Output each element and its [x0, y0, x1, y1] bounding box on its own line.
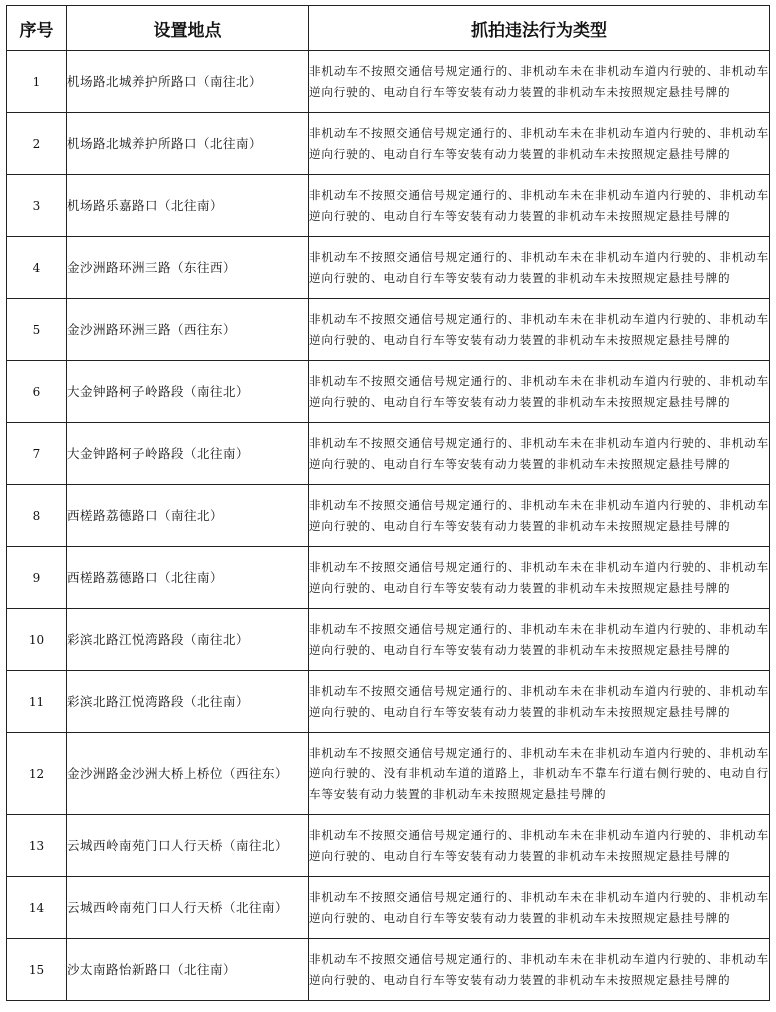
table-row	[7, 237, 770, 299]
row-location: 金沙洲路金沙洲大桥上桥位（西往东）	[67, 733, 309, 815]
row-index: 14	[7, 877, 67, 939]
table-body	[7, 51, 770, 1001]
row-location: 机场路北城养护所路口（南往北）	[67, 51, 309, 113]
row-index: 2	[7, 113, 67, 175]
table-row	[7, 175, 770, 237]
row-index: 15	[7, 939, 67, 1001]
table-row	[7, 609, 770, 671]
row-index: 6	[7, 361, 67, 423]
table-row	[7, 733, 770, 815]
row-violation-types: 非机动车不按照交通信号规定通行的、非机动车未在非机动车道内行驶的、非机动车逆向行驶的、电动自行车等安装有动力装置的非机动车未按照规定悬挂号牌的	[309, 237, 770, 299]
table-header	[7, 6, 770, 51]
header-location: 设置地点	[67, 6, 309, 51]
row-violation-types: 非机动车不按照交通信号规定通行的、非机动车未在非机动车道内行驶的、非机动车逆向行驶的、电动自行车等安装有动力装置的非机动车未按照规定悬挂号牌的	[309, 939, 770, 1001]
table-row	[7, 939, 770, 1001]
row-location: 云城西岭南苑门口人行天桥（北往南）	[67, 877, 309, 939]
row-violation-types: 非机动车不按照交通信号规定通行的、非机动车未在非机动车道内行驶的、非机动车逆向行驶的、电动自行车等安装有动力装置的非机动车未按照规定悬挂号牌的	[309, 113, 770, 175]
row-violation-types: 非机动车不按照交通信号规定通行的、非机动车未在非机动车道内行驶的、非机动车逆向行驶的、电动自行车等安装有动力装置的非机动车未按照规定悬挂号牌的	[309, 609, 770, 671]
header-index: 序号	[7, 6, 67, 51]
row-violation-types: 非机动车不按照交通信号规定通行的、非机动车未在非机动车道内行驶的、非机动车逆向行驶的、电动自行车等安装有动力装置的非机动车未按照规定悬挂号牌的	[309, 361, 770, 423]
table-row	[7, 485, 770, 547]
table-row	[7, 671, 770, 733]
row-violation-types: 非机动车不按照交通信号规定通行的、非机动车未在非机动车道内行驶的、非机动车逆向行驶的、电动自行车等安装有动力装置的非机动车未按照规定悬挂号牌的	[309, 671, 770, 733]
row-violation-types: 非机动车不按照交通信号规定通行的、非机动车未在非机动车道内行驶的、非机动车逆向行驶的、没有非机动车道的道路上，非机动车不靠车行道右侧行驶的、电动自行车等安装有动力装置的非机动车未按照规定悬挂号牌的	[309, 733, 770, 815]
table-row	[7, 877, 770, 939]
camera-locations-table	[6, 5, 770, 1001]
table-row	[7, 113, 770, 175]
row-index: 3	[7, 175, 67, 237]
row-location: 彩滨北路江悦湾路段（南往北）	[67, 609, 309, 671]
row-violation-types: 非机动车不按照交通信号规定通行的、非机动车未在非机动车道内行驶的、非机动车逆向行驶的、电动自行车等安装有动力装置的非机动车未按照规定悬挂号牌的	[309, 299, 770, 361]
row-violation-types: 非机动车不按照交通信号规定通行的、非机动车未在非机动车道内行驶的、非机动车逆向行驶的、电动自行车等安装有动力装置的非机动车未按照规定悬挂号牌的	[309, 485, 770, 547]
row-location: 金沙洲路环洲三路（东往西）	[67, 237, 309, 299]
row-index: 7	[7, 423, 67, 485]
row-index: 12	[7, 733, 67, 815]
row-index: 13	[7, 815, 67, 877]
row-location: 西槎路荔德路口（北往南）	[67, 547, 309, 609]
row-location: 西槎路荔德路口（南往北）	[67, 485, 309, 547]
row-index: 9	[7, 547, 67, 609]
row-index: 10	[7, 609, 67, 671]
table-row	[7, 423, 770, 485]
row-violation-types: 非机动车不按照交通信号规定通行的、非机动车未在非机动车道内行驶的、非机动车逆向行驶的、电动自行车等安装有动力装置的非机动车未按照规定悬挂号牌的	[309, 175, 770, 237]
row-location: 金沙洲路环洲三路（西往东）	[67, 299, 309, 361]
table-row	[7, 815, 770, 877]
row-index: 5	[7, 299, 67, 361]
row-index: 8	[7, 485, 67, 547]
row-location: 机场路乐嘉路口（北往南）	[67, 175, 309, 237]
row-location: 机场路北城养护所路口（北往南）	[67, 113, 309, 175]
row-location: 沙太南路怡新路口（北往南）	[67, 939, 309, 1001]
row-location: 大金钟路柯子岭路段（北往南）	[67, 423, 309, 485]
row-violation-types: 非机动车不按照交通信号规定通行的、非机动车未在非机动车道内行驶的、非机动车逆向行驶的、电动自行车等安装有动力装置的非机动车未按照规定悬挂号牌的	[309, 877, 770, 939]
row-index: 11	[7, 671, 67, 733]
row-violation-types: 非机动车不按照交通信号规定通行的、非机动车未在非机动车道内行驶的、非机动车逆向行驶的、电动自行车等安装有动力装置的非机动车未按照规定悬挂号牌的	[309, 547, 770, 609]
row-location: 云城西岭南苑门口人行天桥（南往北）	[67, 815, 309, 877]
row-violation-types: 非机动车不按照交通信号规定通行的、非机动车未在非机动车道内行驶的、非机动车逆向行驶的、电动自行车等安装有动力装置的非机动车未按照规定悬挂号牌的	[309, 51, 770, 113]
row-violation-types: 非机动车不按照交通信号规定通行的、非机动车未在非机动车道内行驶的、非机动车逆向行驶的、电动自行车等安装有动力装置的非机动车未按照规定悬挂号牌的	[309, 423, 770, 485]
table-row	[7, 299, 770, 361]
table-row	[7, 547, 770, 609]
table-row	[7, 51, 770, 113]
row-index: 1	[7, 51, 67, 113]
header-violation: 抓拍违法行为类型	[309, 6, 770, 51]
row-violation-types: 非机动车不按照交通信号规定通行的、非机动车未在非机动车道内行驶的、非机动车逆向行驶的、电动自行车等安装有动力装置的非机动车未按照规定悬挂号牌的	[309, 815, 770, 877]
table-row	[7, 361, 770, 423]
row-location: 彩滨北路江悦湾路段（北往南）	[67, 671, 309, 733]
row-location: 大金钟路柯子岭路段（南往北）	[67, 361, 309, 423]
row-index: 4	[7, 237, 67, 299]
